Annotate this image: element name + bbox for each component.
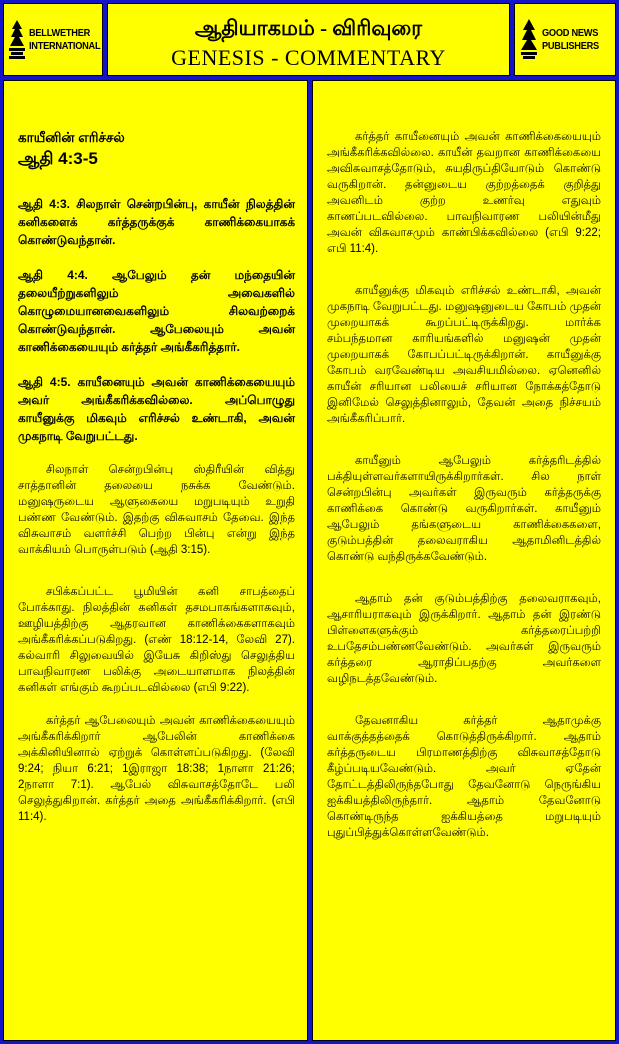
page-title — [107, 3, 510, 76]
left-column — [3, 80, 308, 1041]
commentary-paragraph: கர்த்தர் ஆபேலையும் அவன் காணிக்கையையும் அங்கீகரிக்கிறார் ஆபேலின் காணிக்கை அக்கினியினால் ஏற்றுக் கொள்ளப்படுகிறது. (லேவி 9:24; நியா 6:21; 1இராஜா 18:38; 1நாளா 21:26; 2நாளா 7:1). ஆபேல் விசுவாசத்தோடே பலி செலுத்துகிறான். கர்த்தர் அதை அங்கீகரிக்கிறார். (எபி 11:4). — [18, 715, 295, 823]
commentary-paragraph: காயீனுக்கு மிகவும் எரிச்சல் உண்டாகி, அவன் முகநாடி வேறுபட்டது. மனுஷனுடைய கோபம் முதன் முறையாகக் கூறப்பட்டிருக்கிறது. மார்க்க சம்பந்தமான காரியங்களில் மனுஷன் முதன் முறையாகக் கோபப்பட்டிருக்கிறான். காயீனுக்கு கோபம் வரவேண்டிய அவசியமில்லை. ஏனெனில் காயீன் சரியான பலியைச் சரியான நோக்கத்தோடு இனிமேல் செலுத்தினாலும், தேவன் அதை நிச்சயம் அங்கீகரிப்பார். — [327, 285, 601, 425]
verse-4-4: ஆதி 4:4. ஆபேலும் தன் மந்தையின் தலையீற்றுகளிலும் அவைகளில் கொழுமையானவைகளிலும் சிலவற்றைக் கொண்டுவந்தான். ஆபேலையும் அவன் காணிக்கையையும் கர்த்தர் அங்கீகரித்தார். — [18, 268, 295, 354]
good-news-logo-box — [514, 3, 616, 76]
bellwether-logo-box — [3, 3, 103, 76]
right-column — [312, 80, 616, 1041]
scripture-reference: ஆதி 4:3-5 — [18, 149, 98, 168]
commentary-paragraph: காயீனும் ஆபேலும் கர்த்தரிடத்தில் பக்தியுள்ளவர்களாயிருக்கிறார்கள். சில நாள் சென்றபின்பு அவர்கள் இருவரும் கர்த்தருக்கு காணிக்கை கொண்டு வருகிறார்கள். காயீனும் ஆபேலும் தங்களுடைய காணிக்கைகளை, குடும்பத்தின் தலைவராகிய ஆதாமினிடத்தில் கொண்டு வந்திருக்கவேண்டும். — [327, 455, 601, 563]
title-tamil: ஆதியாகமம் - விரிவுரை — [194, 16, 423, 40]
section-heading: காயீனின் எரிச்சல் — [18, 130, 125, 145]
good-news-logo-text: GOOD NEWS PUBLISHERS — [542, 26, 599, 52]
commentary-paragraph: சபிக்கப்பட்ட பூமியின் கனி சாபத்தைப் போக்காது. நிலத்தின் கனிகள் தசமபாகங்களாகவும், ஊழியத்திற்கு ஆதரவான காணிக்கைகளாகவும் அங்கீகரிக்கப்படுகிறது. (எண் 18:12-14, லேவி 27). கல்வாரி சிலுவையில் இயேசு கிறிஸ்து செலுத்திய பாவநிவாரண பலிக்கு அடையாளமாக நிலத்தின் கனிகள் எங்கும் கூறப்படவில்லை (எபி 9:22). — [18, 586, 295, 694]
commentary-paragraph: தேவனாகிய கர்த்தர் ஆதாமுக்கு வாக்குத்தத்தைக் கொடுத்திருக்கிறார். ஆதாம் கர்த்தருடைய பிரமாணத்திற்கு விசுவாசத்தோடு கீழ்ப்படியவேண்டும். அவர் ஏதேன் தோட்டத்திலிருந்தபோது தேவனோடு நெருங்கிய ஐக்கியத்திலிருந்தார். ஆதாம் தேவனோடு கொண்டிருந்த ஐக்கியத்தை மறுபடியும் புதுப்பித்துக்கொள்ளவேண்டும். — [327, 715, 601, 839]
good-news-logo-icon — [519, 18, 539, 62]
verse-4-3: ஆதி 4:3. சிலநாள் சென்றபின்பு, காயீன் நிலத்தின் கனிகளைக் கர்த்தருக்குக் காணிக்கையாகக் கொண்டுவந்தான். — [18, 197, 295, 247]
bellwether-logo-icon — [8, 19, 26, 61]
title-english: GENESIS - COMMENTARY — [171, 45, 446, 70]
commentary-paragraph: சிலநாள் சென்றபின்பு ஸ்திரீயின் வித்து சாத்தானின் தலையை நசுக்க வேண்டும். மனுஷருடைய ஆளுகையை மறுபடியும் உறுதி பண்ண வேண்டும். இதற்கு விசுவாசம் தேவை. இந்த விசுவாசம் வளர்ச்சி பெற்ற பின்பு என்று இந்த வாக்கியம் பொருள்படும் (ஆதி 3:15). — [18, 464, 295, 556]
verse-4-5: ஆதி 4:5. காயீனையும் அவன் காணிக்கையையும் அவர் அங்கீகரிக்கவில்லை. அப்பொழுது காயீனுக்கு மிகவும் எரிச்சல் உண்டாகி, அவன் முகநாடி வேறுபட்டது. — [18, 375, 295, 443]
bellwether-logo-text: BELLWETHER INTERNATIONAL — [29, 26, 101, 52]
commentary-paragraph: கர்த்தர் காயீனையும் அவன் காணிக்கையையும் அங்கீகரிக்கவில்லை. காயீன் தவறான காணிக்கையை அவிசுவாசத்தோடும், சுயதிருப்தியோடும் கொண்டு வருகிறான். தன்னுடைய குற்றத்தைக் குறித்து அவனிடம் குற்ற உணர்வு எதுவும் காணப்படவில்லை. பாவநிவாரண பலியின்மீது அவன் விசுவாசமும் காண்பிக்கவில்லை (எபி 9:22; எபி 11:4). — [327, 131, 601, 255]
commentary-paragraph: ஆதாம் தன் குடும்பத்திற்கு தலைவராகவும், ஆசாரியராகவும் இருக்கிறார். ஆதாம் தன் இரண்டு பிள்ளைகளுக்கும் கர்த்தரைப்பற்றி உபதேசம்பண்ணவேண்டும். அவர்கள் இருவரும் கர்த்தரை ஆராதிப்பதற்கு அவர்களை வழிநடத்தவேண்டும். — [327, 593, 601, 685]
